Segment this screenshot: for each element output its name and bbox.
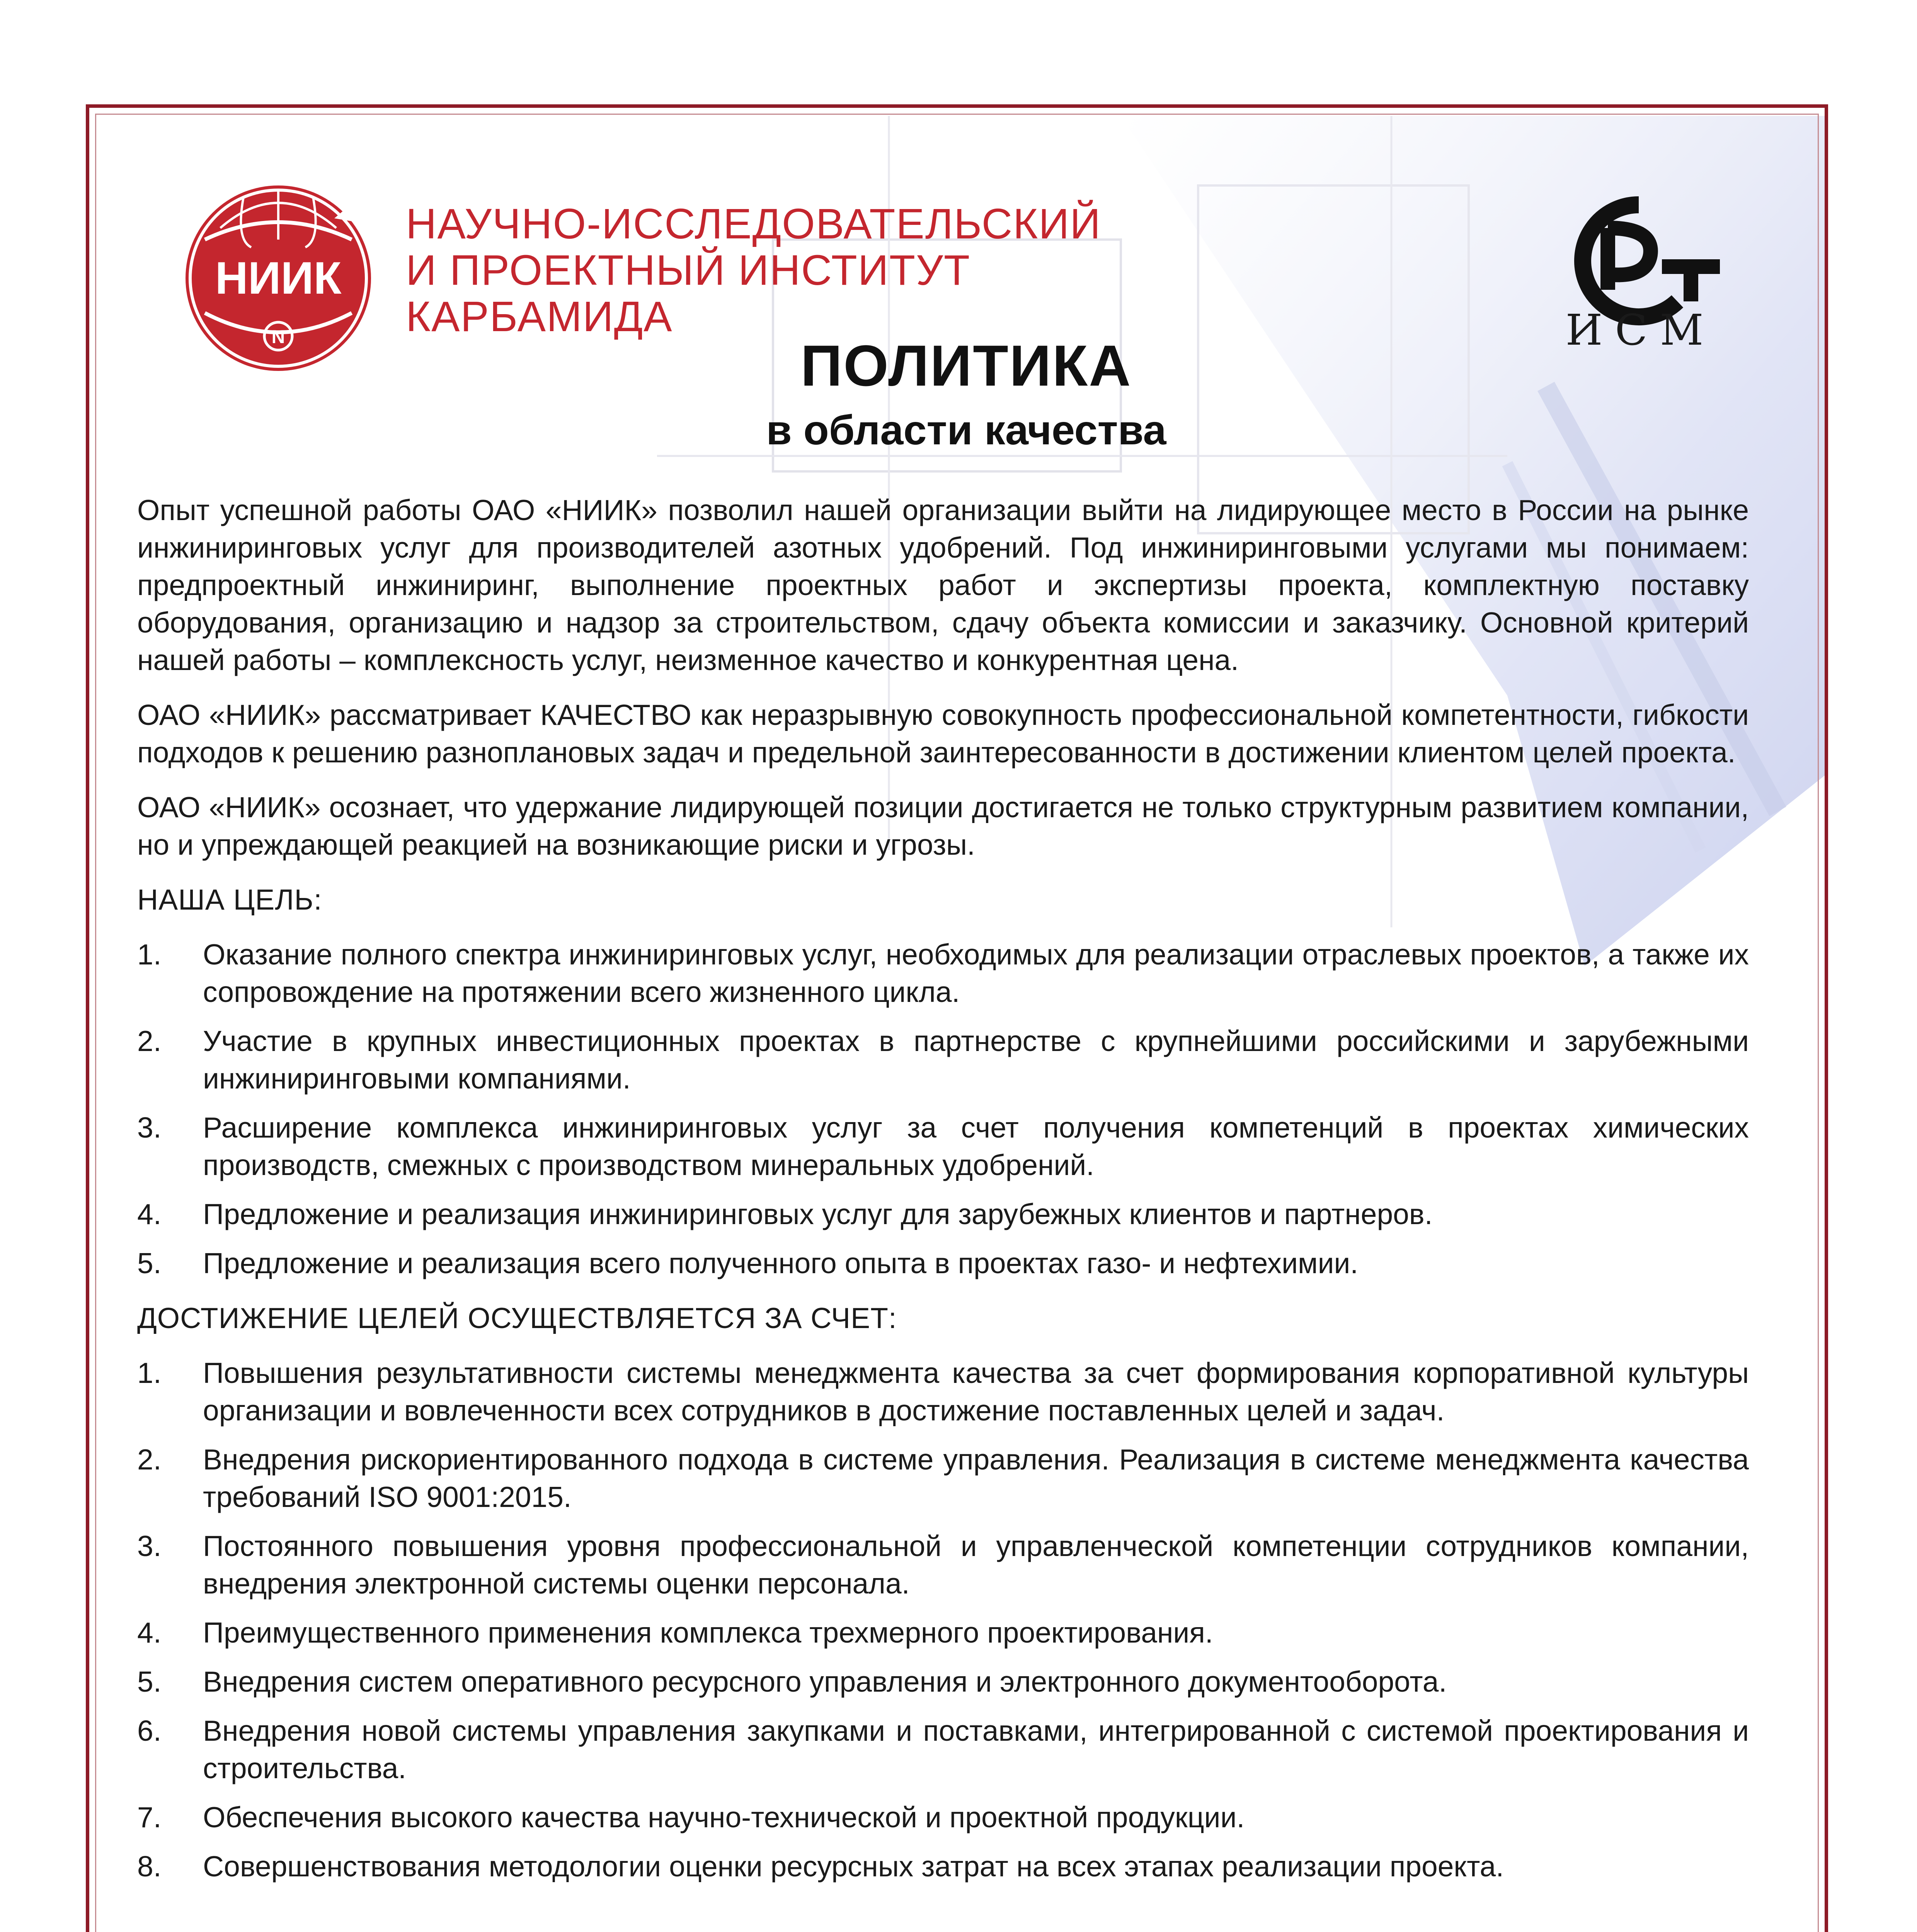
logo-mark: N: [271, 327, 285, 347]
goal-number: 2.: [137, 1025, 162, 1057]
goal-text: Участие в крупных инвестиционных проектах в партнерстве с крупнейшими российскими и зарубежными инжиниринговыми компаниями.: [203, 1025, 1749, 1095]
means-heading: ДОСТИЖЕНИЕ ЦЕЛЕЙ ОСУЩЕСТВЛЯЕТСЯ ЗА СЧЕТ:: [137, 1302, 897, 1334]
means-item: [137, 1799, 1749, 1836]
means-text: Преимущественного применения комплекса трехмерного проектирования.: [203, 1616, 1213, 1649]
goal-number: 5.: [137, 1247, 162, 1279]
goal-item: [137, 1109, 1749, 1184]
means-number: 1.: [137, 1357, 162, 1389]
means-text: Внедрения новой системы управления закупками и поставками, интегрированной с системой проектирования и строительства.: [203, 1714, 1749, 1784]
means-item: [137, 1441, 1749, 1516]
intro-paragraph-3: ОАО «НИИК» осознает, что удержание лидирующей позиции достигается не только структурным развитием компании, но и упреждающей реакцией на возникающие риски и угрозы.: [137, 791, 1749, 861]
means-number: 6.: [137, 1714, 162, 1747]
means-item: [137, 1712, 1749, 1787]
goal-text: Предложение и реализация инжиниринговых услуг для зарубежных клиентов и партнеров.: [203, 1198, 1433, 1230]
means-text: Постоянного повышения уровня профессиональной и управленческой компетенции сотрудников компании, внедрения электронной системы оценки персонала.: [203, 1530, 1749, 1600]
org-name-line-1: НАУЧНО-ИССЛЕДОВАТЕЛЬСКИЙ: [406, 200, 1102, 248]
goal-text: Предложение и реализация всего полученного опыта в проектах газо- и нефтехимии.: [203, 1247, 1359, 1279]
means-number: 5.: [137, 1665, 162, 1698]
means-text: Внедрения систем оперативного ресурсного управления и электронного документооборота.: [203, 1665, 1447, 1698]
goal-item: [137, 1196, 1749, 1233]
org-name-line-3: КАРБАМИДА: [406, 293, 673, 340]
document-title: ПОЛИТИКА: [800, 333, 1132, 398]
org-name-line-2: И ПРОЕКТНЫЙ ИНСТИТУТ: [406, 247, 971, 294]
organization-name: [406, 201, 1101, 340]
means-number: 4.: [137, 1616, 162, 1649]
means-item: [137, 1848, 1749, 1885]
goals-heading: НАША ЦЕЛЬ:: [137, 883, 322, 916]
goal-text: Расширение комплекса инжиниринговых услуг за счет получения компетенций в проектах химических производств, смежных с производством минеральных удобрений.: [203, 1111, 1749, 1181]
certification-mark-text: ИСМ: [1565, 305, 1716, 355]
means-text: Повышения результативности системы менеджмента качества за счет формирования корпоративной культуры организации и вовлеченности всех сотрудников в достижение поставленных целей и задач.: [203, 1357, 1749, 1427]
goal-item: [137, 936, 1749, 1011]
means-item: [137, 1527, 1749, 1602]
goal-number: 3.: [137, 1111, 162, 1144]
means-item: [137, 1614, 1749, 1651]
means-text: Совершенствования методологии оценки ресурсных затрат на всех этапах реализации проекта.: [203, 1850, 1504, 1883]
means-number: 8.: [137, 1850, 162, 1883]
intro-paragraph-2: ОАО «НИИК» рассматривает КАЧЕСТВО как неразрывную совокупность профессиональной компетентности, гибкости подходов к решению разноплановых задач и предельной заинтересованности в достижении клиентом целей проекта.: [137, 699, 1749, 769]
means-item: [137, 1663, 1749, 1701]
means-number: 2.: [137, 1443, 162, 1476]
goal-item: [137, 1022, 1749, 1097]
goal-item: [137, 1245, 1749, 1282]
logo-text: НИИК: [215, 253, 342, 304]
niik-logo: [182, 182, 375, 375]
intro-paragraph-1: Опыт успешной работы ОАО «НИИК» позволил нашей организации выйти на лидирующее место в России на рынке инжиниринговых услуг для производителей азотных удобрений. Под инжиниринговыми услугами мы понимаем: предпроектный инжиниринг, выполнение проектных работ и экспертизы проекта, комплектную поставку оборудования, организацию и надзор за строительством, сдачу объекта комиссии и заказчику. Основной критерий нашей работы – комплексность услуг, неизменное качество и конкурентная цена.: [137, 494, 1749, 676]
means-number: 3.: [137, 1530, 162, 1562]
goal-number: 1.: [137, 938, 162, 971]
means-item: [137, 1354, 1749, 1429]
means-text: Обеспечения высокого качества научно-технической и проектной продукции.: [203, 1801, 1245, 1833]
goal-text: Оказание полного спектра инжиниринговых услуг, необходимых для реализации отраслевых проектов, а также их сопровождение на протяжении всего жизненного цикла.: [203, 938, 1749, 1008]
document-subtitle: в области качества: [766, 406, 1166, 453]
policy-body: [137, 492, 1749, 1897]
goal-number: 4.: [137, 1198, 162, 1230]
means-number: 7.: [137, 1801, 162, 1833]
means-text: Внедрения рискориентированного подхода в системе управления. Реализация в системе менеджмента качества требований ISO 9001:2015.: [203, 1443, 1749, 1513]
